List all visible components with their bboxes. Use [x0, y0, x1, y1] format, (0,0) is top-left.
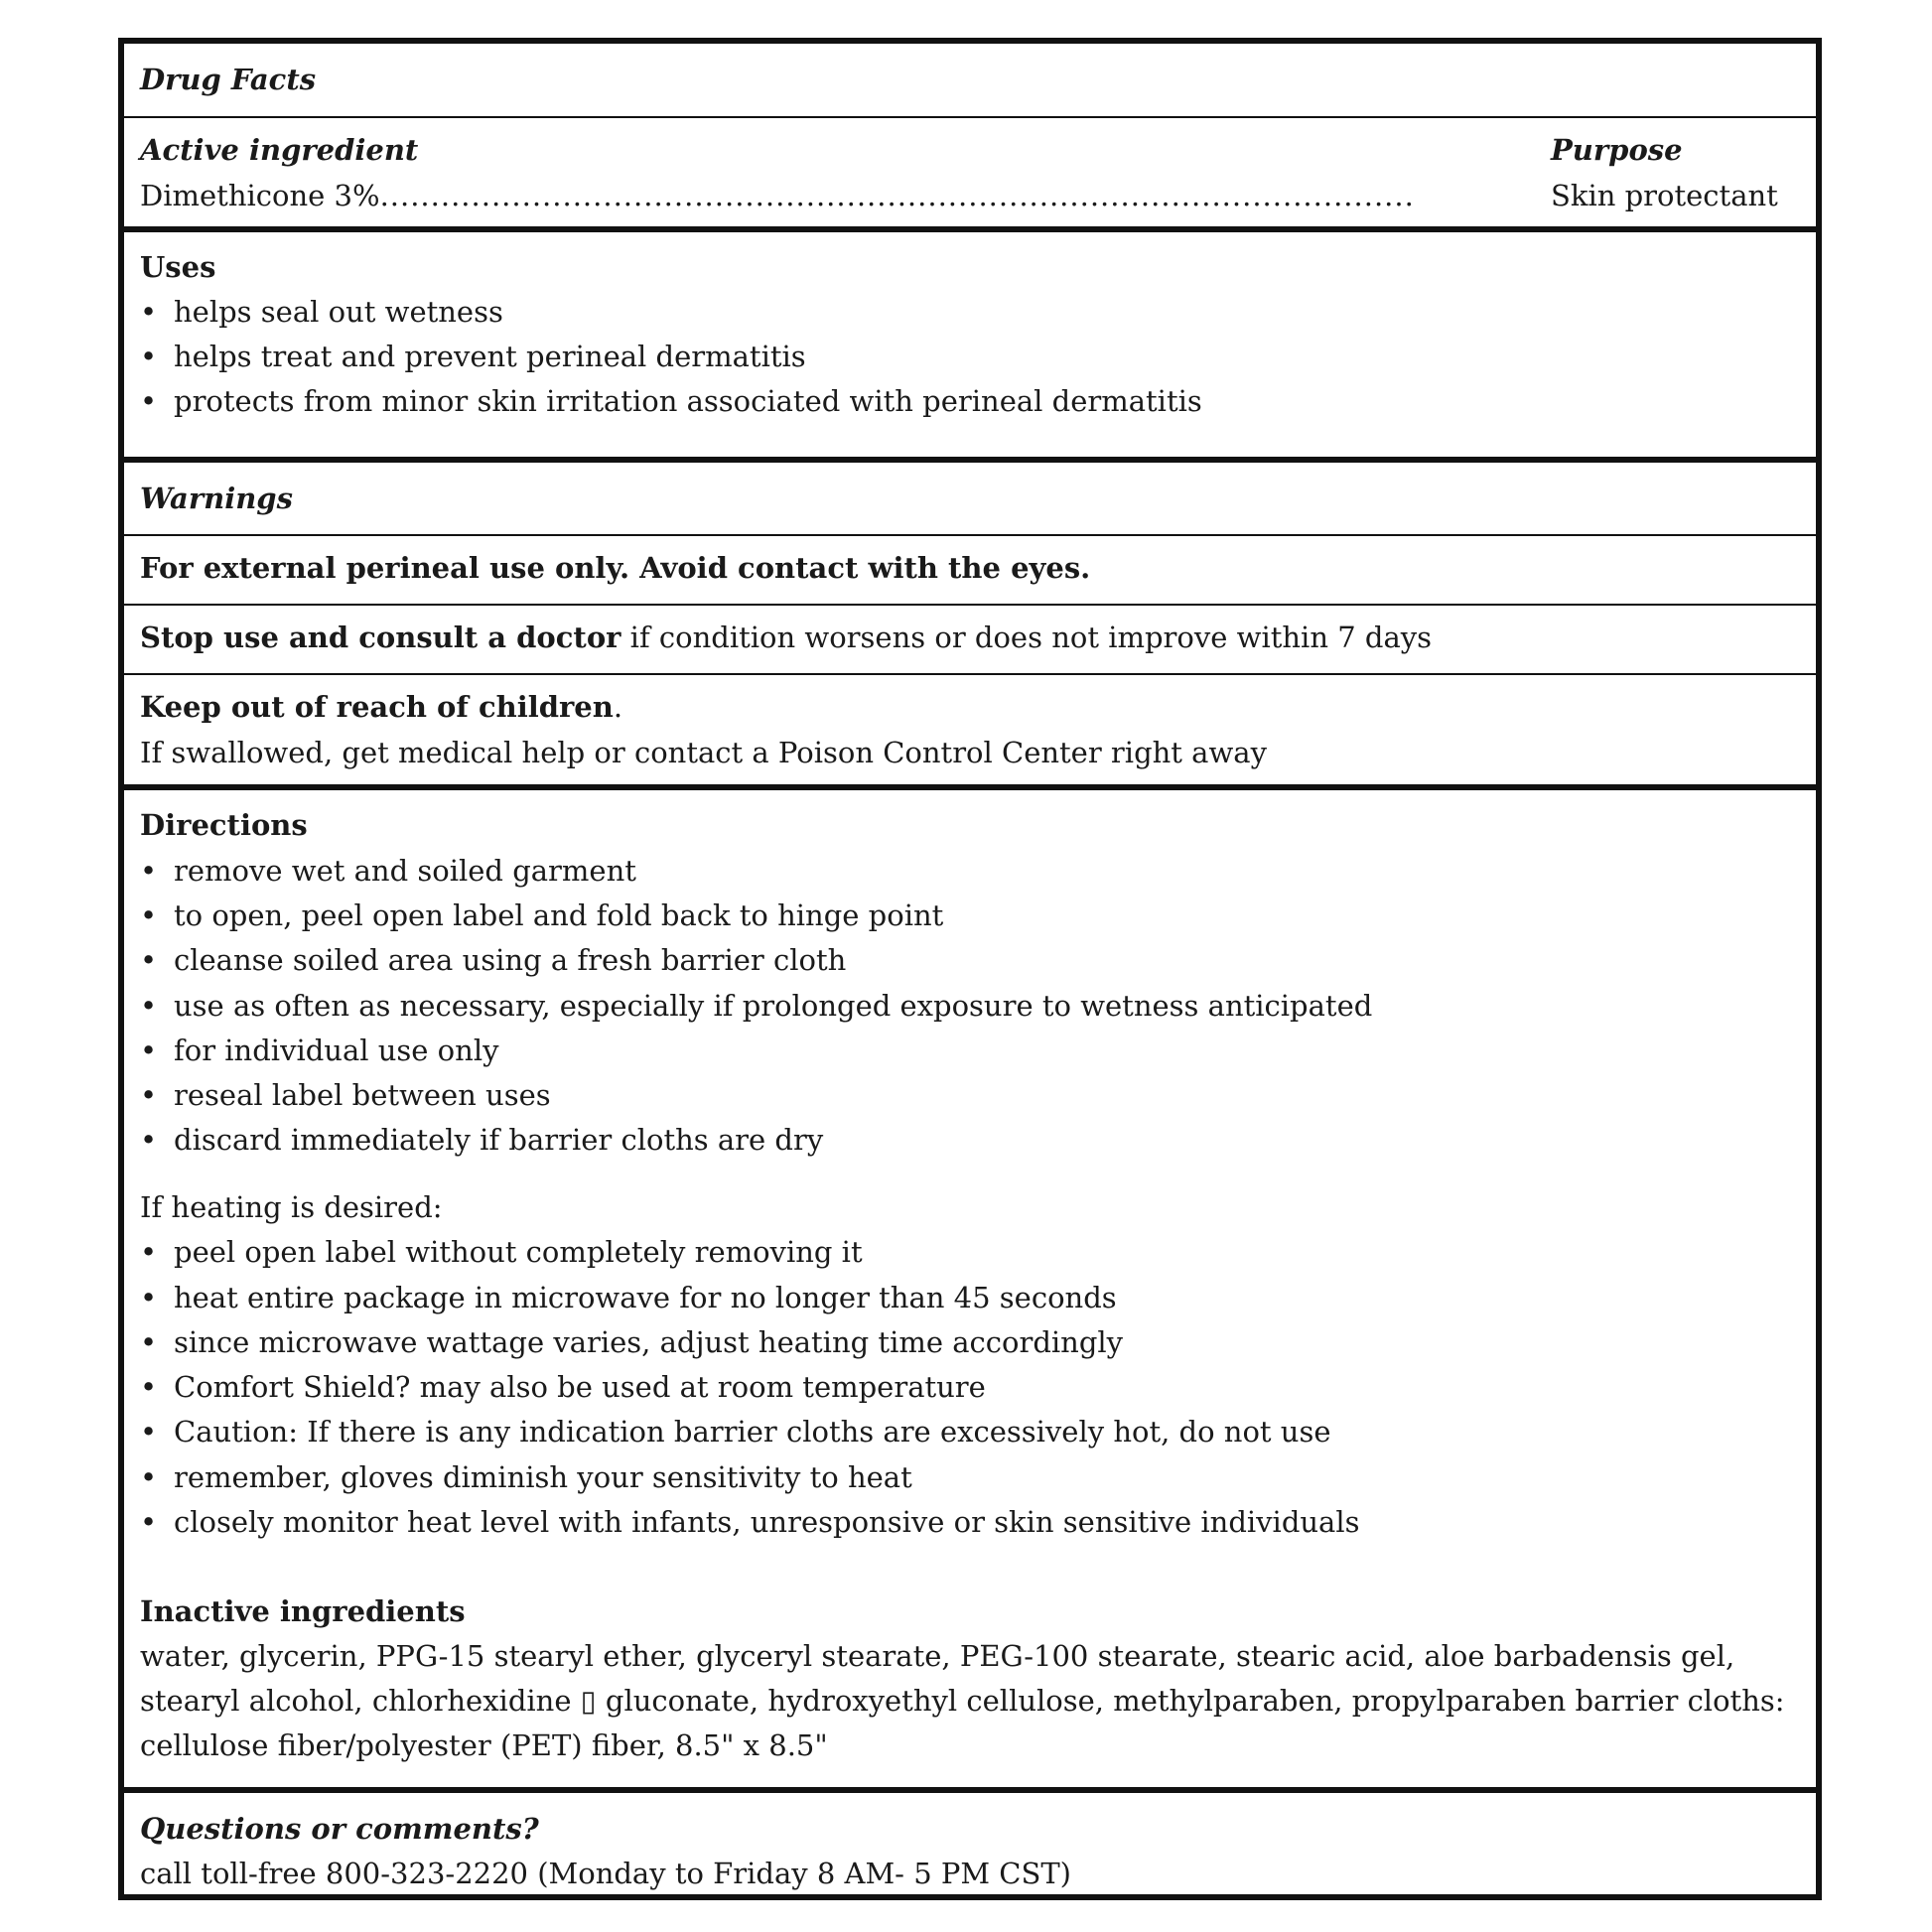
list-item: remove wet and soiled garment	[174, 854, 636, 888]
bullet: •	[140, 1325, 158, 1359]
list-item: heat entire package in microwave for no longer than 45 seconds	[174, 1281, 1117, 1314]
bullet: •	[140, 1370, 158, 1404]
active-ingredient-heading: Active ingredient	[140, 133, 419, 167]
list-item: Comfort Shield? may also be used at room temperature	[174, 1370, 986, 1404]
bullet: •	[140, 384, 158, 418]
stop-use-text: if condition worsens or does not improve within 7 days	[621, 621, 1433, 654]
list-item: reseal label between uses	[174, 1078, 551, 1112]
bullet: •	[140, 1505, 158, 1539]
bullet: •	[140, 1123, 158, 1157]
section-divider	[124, 226, 1816, 232]
active-ingredient-row	[140, 178, 1415, 213]
stop-use-bold: Stop use and consult a doctor	[140, 621, 621, 654]
drug-facts-panel	[118, 38, 1822, 1900]
bullet: •	[140, 1078, 158, 1112]
list-item: peel open label without completely removing it	[174, 1235, 863, 1269]
keep-out-bold: Keep out of reach of children	[140, 690, 614, 724]
inactive-ingredients-heading: Inactive ingredients	[140, 1594, 466, 1628]
list-item: helps seal out wetness	[174, 295, 503, 329]
list-item: helps treat and prevent perineal dermatitis	[174, 340, 806, 373]
swallowed-text: If swallowed, get medical help or contact a Poison Control Center right away	[140, 736, 1267, 769]
bullet: •	[140, 854, 158, 888]
section-divider	[124, 1787, 1816, 1793]
warnings-heading: Warnings	[140, 482, 293, 515]
bullet: •	[140, 340, 158, 373]
keep-out-period: .	[613, 690, 623, 724]
bullet: •	[140, 1034, 158, 1067]
bullet: •	[140, 1460, 158, 1494]
bullet: •	[140, 1281, 158, 1314]
divider	[124, 116, 1816, 118]
bullet: •	[140, 989, 158, 1023]
inactive-ingredients-text: water, glycerin, PPG-15 stearyl ether, glyceryl stearate, PEG-100 stearate, stearic acid, aloe barbadensis gel, stearyl alcohol, chlorhexidine ▯ gluconate, hydroxyethyl cellulose, methylparaben, propylparaben barrier cloths: cellulose fiber/polyester (PET) fiber, 8.5" x 8.5"	[140, 1639, 1785, 1762]
keep-out-warning	[140, 689, 622, 725]
list-item: discard immediately if barrier cloths are dry	[174, 1123, 824, 1157]
bullet: •	[140, 1415, 158, 1449]
divider	[124, 534, 1816, 536]
questions-phone: call toll-free 800-323-2220 (Monday to Friday 8 AM- 5 PM CST)	[140, 1857, 1071, 1890]
list-item: cleanse soiled area using a fresh barrier cloth	[174, 943, 847, 977]
section-divider	[124, 457, 1816, 463]
divider	[124, 673, 1816, 675]
section-divider	[124, 784, 1816, 790]
list-item: use as often as necessary, especially if prolonged exposure to wetness anticipated	[174, 989, 1373, 1023]
dot-leader: ......................................................................................................	[379, 179, 1415, 212]
list-item: Caution: If there is any indication barrier cloths are excessively hot, do not use	[174, 1415, 1331, 1449]
list-item: since microwave wattage varies, adjust heating time accordingly	[174, 1325, 1124, 1359]
active-ingredient-name: Dimethicone 3%	[140, 179, 380, 212]
list-item: closely monitor heat level with infants, unresponsive or skin sensitive individuals	[174, 1505, 1360, 1539]
bullet: •	[140, 943, 158, 977]
list-item: for individual use only	[174, 1034, 499, 1067]
external-use-warning: For external perineal use only. Avoid contact with the eyes.	[140, 551, 1091, 585]
purpose-heading: Purpose	[1551, 133, 1683, 167]
uses-heading: Uses	[140, 250, 216, 284]
list-item: to open, peel open label and fold back to hinge point	[174, 898, 944, 932]
directions-heading: Directions	[140, 808, 308, 842]
divider	[124, 604, 1816, 606]
list-item: protects from minor skin irritation associated with perineal dermatitis	[174, 384, 1202, 418]
bullet: •	[140, 898, 158, 932]
drug-facts-title: Drug Facts	[140, 63, 317, 96]
bullet: •	[140, 1235, 158, 1269]
questions-heading: Questions or comments?	[140, 1812, 539, 1846]
purpose-value: Skin protectant	[1551, 179, 1778, 212]
bullet: •	[140, 295, 158, 329]
list-item: remember, gloves diminish your sensitivity to heat	[174, 1460, 912, 1494]
stop-use-warning	[140, 620, 1432, 655]
heating-intro: If heating is desired:	[140, 1190, 443, 1224]
